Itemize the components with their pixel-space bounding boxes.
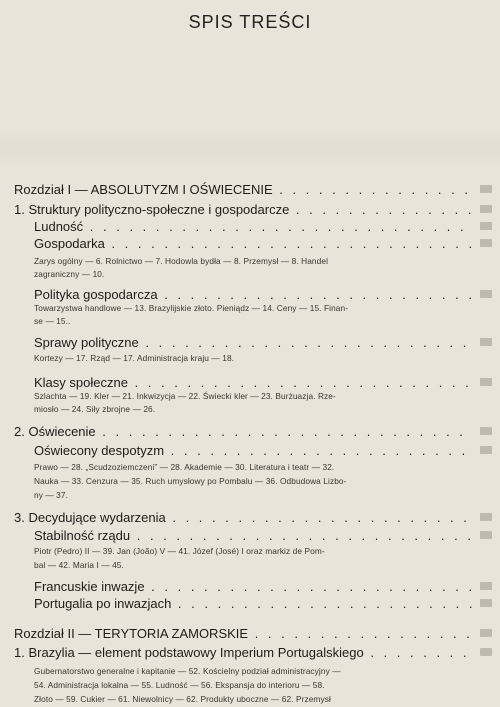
- toc-text: Piotr (Pedro) II — 39. Jan (João) V — 41. Józef (José) I oraz markiz de Pom-: [34, 546, 325, 556]
- page-number-mark: [480, 629, 492, 637]
- page-number-mark: [480, 446, 492, 454]
- page-number-mark: [480, 582, 492, 590]
- page-number-mark: [480, 599, 492, 607]
- toc-detail: [34, 353, 472, 363]
- toc-heading: [34, 579, 472, 594]
- toc-text: Rozdział II — TERYTORIA ZAMORSKIE: [14, 626, 249, 641]
- toc-text: Kortezy — 17. Rząd — 17. Administracja kraju — 18.: [34, 353, 235, 363]
- toc-detail: [34, 476, 472, 486]
- toc-text: Towarzystwa handlowe — 13. Brazylijskie złoto. Pieniądz — 14. Ceny — 15. Finan-: [34, 303, 349, 313]
- page-number-mark: [480, 531, 492, 539]
- toc-heading: [34, 596, 472, 611]
- toc-heading: [34, 219, 472, 234]
- page-number-mark: [480, 338, 492, 346]
- toc-detail: [34, 316, 472, 326]
- toc-text: 1. Struktury polityczno-społeczne i gospodarcze: [14, 202, 290, 217]
- toc-text: Stabilność rządu: [34, 528, 131, 543]
- page-number-mark: [480, 222, 492, 230]
- toc-text: Gubernatorstwo generalne i kapitanie — 52. Kościelny podział administracyjny —: [34, 666, 341, 676]
- toc-text: Rozdział I — ABSOLUTYZM I OŚWIECENIE: [14, 182, 273, 197]
- page-number-mark: [480, 378, 492, 386]
- toc-text: Polityka gospodarcza: [34, 287, 158, 302]
- toc-text: Nauka — 33. Cenzura — 35. Ruch umysłowy po Pombalu — 36. Odbudowa Lizbo-: [34, 476, 347, 486]
- toc-text: 54. Administracja lokalna — 55. Ludność — 56. Ekspansja do interioru — 58.: [34, 680, 325, 690]
- toc-text: Gospodarka: [34, 236, 105, 251]
- toc-heading: [14, 510, 472, 525]
- toc-heading: [34, 287, 472, 302]
- toc-heading: [34, 443, 472, 458]
- page-title: SPIS TREŚCI: [188, 12, 312, 32]
- page-number-mark: [480, 185, 492, 193]
- toc-text: Ludność: [34, 219, 84, 234]
- toc-detail: [34, 666, 472, 676]
- page-number-mark: [480, 290, 492, 298]
- toc-detail: [34, 546, 472, 556]
- toc-detail: [34, 303, 472, 313]
- toc-text: Francuskie inwazje: [34, 579, 145, 594]
- toc-text: Sprawy polityczne: [34, 335, 139, 350]
- toc-text: Oświecony despotyzm: [34, 443, 165, 458]
- toc-heading: [34, 236, 472, 251]
- page-number-mark: [480, 427, 492, 435]
- toc-heading: [14, 202, 472, 217]
- toc-text: Szlachta — 19. Kler — 21. Inkwizycja — 22. Świecki kler — 23. Burżuazja. Rze-: [34, 391, 336, 401]
- toc-detail: [34, 490, 472, 500]
- toc-text: 2. Oświecenie: [14, 424, 96, 439]
- toc-heading: [14, 626, 472, 641]
- toc-detail: [34, 680, 472, 690]
- toc-text: Portugalia po inwazjach: [34, 596, 172, 611]
- page-number-mark: [480, 648, 492, 656]
- toc-text: Prawo — 28. „Scudzoziemczeni” — 28. Akademie — 30. Literatura i teatr — 32.: [34, 462, 335, 472]
- toc-heading: [34, 375, 472, 390]
- toc-detail: [34, 256, 472, 266]
- toc-detail: [34, 694, 472, 704]
- toc-heading: [14, 182, 472, 197]
- toc-text: se — 15..: [34, 316, 71, 326]
- toc-text: miosło — 24. Siły zbrojne — 26.: [34, 404, 156, 414]
- page-number-mark: [480, 513, 492, 521]
- toc-text: zagraniczny — 10.: [34, 269, 105, 279]
- toc-heading: [34, 335, 472, 350]
- toc-detail: [34, 391, 472, 401]
- toc-heading: [14, 424, 472, 439]
- page-number-mark: [480, 205, 492, 213]
- page-number-mark: [480, 239, 492, 247]
- toc-heading: [34, 528, 472, 543]
- toc-detail: [34, 404, 472, 414]
- toc-heading: [14, 645, 472, 660]
- toc-text: Złoto — 59. Cukier — 61. Niewolnicy — 62. Produkty uboczne — 62. Przemysł: [34, 694, 331, 704]
- toc-text: bal — 42. Maria I — 45.: [34, 560, 124, 570]
- toc-detail: [34, 560, 472, 570]
- toc-text: 1. Brazylia — element podstawowy Imperium Portugalskiego: [14, 645, 364, 660]
- toc-detail: [34, 462, 472, 472]
- toc-detail: [34, 269, 472, 279]
- toc-text: Klasy społeczne: [34, 375, 128, 390]
- toc-text: 3. Decydujące wydarzenia: [14, 510, 166, 525]
- toc-text: ny — 37.: [34, 490, 69, 500]
- toc-text: Zarys ogólny — 6. Rolnictwo — 7. Hodowla bydła — 8. Przemysł — 8. Handel: [34, 256, 329, 266]
